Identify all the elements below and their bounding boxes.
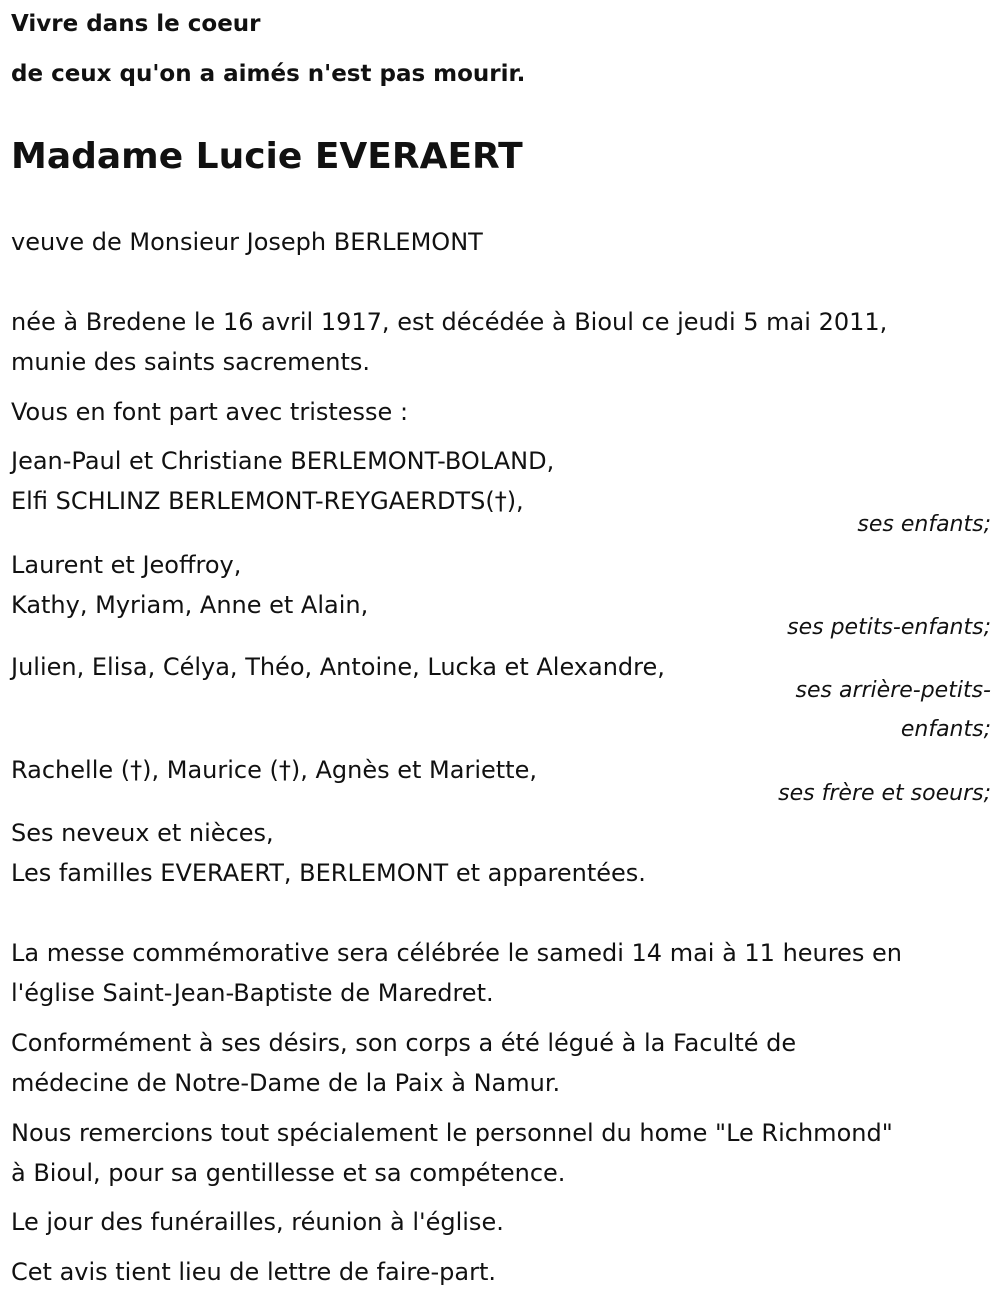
- announcement: Vous en font part avec tristesse :: [11, 398, 409, 426]
- siblings-line: Rachelle (†), Maurice (†), Agnès et Mariette,: [11, 756, 537, 784]
- children-line: Jean-Paul et Christiane BERLEMONT-BOLAND,: [11, 447, 555, 475]
- gathering: Le jour des funérailles, réunion à l'église.: [11, 1208, 504, 1236]
- body-donation-line-2: médecine de Notre-Dame de la Paix à Namur.: [11, 1069, 561, 1097]
- great-grandchildren-role-line-1: ses arrière-petits-: [795, 678, 991, 703]
- notice: Cet avis tient lieu de lettre de faire-part.: [11, 1258, 496, 1286]
- quote-line-2: de ceux qu'on a aimés n'est pas mourir.: [11, 61, 526, 87]
- great-grandchildren-line: Julien, Elisa, Célya, Théo, Antoine, Lucka et Alexandre,: [11, 653, 665, 681]
- body-donation-line-1: Conformément à ses désirs, son corps a été légué à la Faculté de: [11, 1029, 797, 1057]
- thanks-line-2: à Bioul, pour sa gentillesse et sa compétence.: [11, 1159, 566, 1187]
- others-line: Les familles EVERAERT, BERLEMONT et apparentées.: [11, 859, 646, 887]
- others-line: Ses neveux et nièces,: [11, 819, 274, 847]
- mass-line-2: l'église Saint-Jean-Baptiste de Maredret.: [11, 979, 494, 1007]
- grandchildren-line: Laurent et Jeoffroy,: [11, 551, 242, 579]
- widow-of: veuve de Monsieur Joseph BERLEMONT: [11, 228, 483, 256]
- children-role: ses enfants;: [857, 512, 991, 537]
- siblings-role: ses frère et soeurs;: [778, 781, 991, 806]
- mass-line-1: La messe commémorative sera célébrée le samedi 14 mai à 11 heures en: [11, 939, 902, 967]
- children-line: Elfi SCHLINZ BERLEMONT-REYGAERDTS(†),: [11, 487, 524, 515]
- deceased-name: Madame Lucie EVERAERT: [11, 136, 523, 177]
- grandchildren-role: ses petits-enfants;: [787, 615, 991, 640]
- birth-death-line-2: munie des saints sacrements.: [11, 348, 371, 376]
- great-grandchildren-role: [751, 677, 991, 744]
- grandchildren-line: Kathy, Myriam, Anne et Alain,: [11, 591, 369, 619]
- quote-line-1: Vivre dans le coeur: [11, 11, 261, 37]
- great-grandchildren-role-line-2: enfants;: [900, 717, 991, 742]
- thanks-line-1: Nous remercions tout spécialement le personnel du home "Le Richmond": [11, 1119, 893, 1147]
- birth-death-line-1: née à Bredene le 16 avril 1917, est décédée à Bioul ce jeudi 5 mai 2011,: [11, 308, 888, 336]
